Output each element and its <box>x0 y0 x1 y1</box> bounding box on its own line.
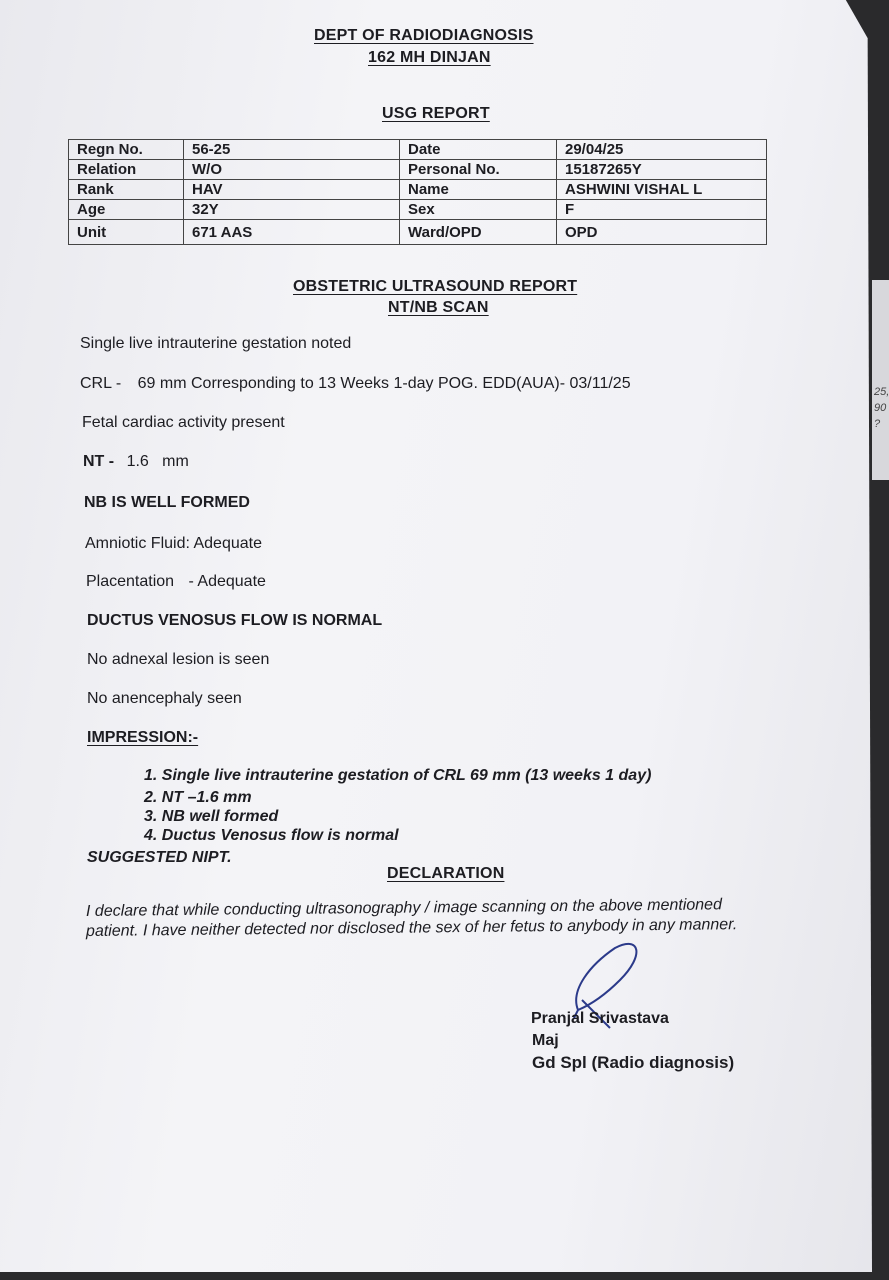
value-unit: 671 AAS <box>184 220 400 245</box>
label-rank: Rank <box>69 180 184 200</box>
placentation-value: - Adequate <box>188 573 266 590</box>
value-date: 29/04/25 <box>557 140 767 160</box>
table-row <box>69 220 767 245</box>
value-personal-no: 15187265Y <box>557 160 767 180</box>
label-regn: Regn No. <box>69 140 184 160</box>
impression-item: 4. Ductus Venosus flow is normal <box>144 827 399 844</box>
value-relation: W/O <box>184 160 400 180</box>
finding-nb: NB IS WELL FORMED <box>84 494 250 511</box>
finding-nt <box>83 453 189 471</box>
value-name: ASHWINI VISHAL L <box>557 180 767 200</box>
finding-amniotic: Amniotic Fluid: Adequate <box>85 535 262 552</box>
value-rank: HAV <box>184 180 400 200</box>
label-age: Age <box>69 200 184 220</box>
placentation-label: Placentation <box>86 573 175 590</box>
impression-heading: IMPRESSION:- <box>87 729 199 746</box>
label-name: Name <box>400 180 557 200</box>
declaration-line-1: I declare that while conducting ultrasonography / image scanning on the above mentioned <box>85 896 723 920</box>
label-date: Date <box>400 140 557 160</box>
report-subtitle: NT/NB SCAN <box>388 299 489 316</box>
table-row <box>69 180 767 200</box>
patient-info-table <box>68 139 767 245</box>
signatory-name: Pranjal Srivastava <box>531 1010 669 1027</box>
finding-anencephaly: No anencephaly seen <box>87 690 242 707</box>
finding-crl <box>80 375 631 393</box>
impression-suggestion: SUGGESTED NIPT. <box>87 849 232 866</box>
label-personal-no: Personal No. <box>400 160 557 180</box>
finding-cardiac: Fetal cardiac activity present <box>82 414 285 431</box>
impression-item: 3. NB well formed <box>144 808 279 825</box>
table-row <box>69 200 767 220</box>
table-row <box>69 140 767 160</box>
underlying-paper-edge <box>872 280 889 480</box>
finding-adnexal: No adnexal lesion is seen <box>87 651 270 668</box>
declaration-heading: DECLARATION <box>387 865 505 882</box>
signatory-designation: Gd Spl (Radio diagnosis) <box>532 1053 735 1072</box>
crl-label: CRL - <box>80 375 122 392</box>
value-sex: F <box>557 200 767 220</box>
declaration-line-2: patient. I have neither detected nor disclosed the sex of her fetus to anybody in any manner. <box>85 916 738 940</box>
table-row <box>69 160 767 180</box>
finding-ductus: DUCTUS VENOSUS FLOW IS NORMAL <box>87 612 383 629</box>
finding-gestation: Single live intrauterine gestation noted <box>80 335 352 352</box>
label-ward: Ward/OPD <box>400 220 557 245</box>
label-unit: Unit <box>69 220 184 245</box>
impression-item: 1. Single live intrauterine gestation of CRL 69 mm (13 weeks 1 day) <box>144 767 652 784</box>
impression-item: 2. NT –1.6 mm <box>144 789 252 806</box>
nt-value: 1.6 mm <box>126 453 189 470</box>
edge-marks: 25, 90 ? <box>874 386 889 430</box>
report-title: OBSTETRIC ULTRASOUND REPORT <box>293 278 578 295</box>
value-age: 32Y <box>184 200 400 220</box>
crl-text: 69 mm Corresponding to 13 Weeks 1-day POG. EDD(AUA)- 03/11/25 <box>137 375 631 392</box>
report-type: USG REPORT <box>382 105 490 122</box>
nt-label: NT - <box>83 453 115 470</box>
label-relation: Relation <box>69 160 184 180</box>
finding-placentation <box>86 573 266 591</box>
value-ward: OPD <box>557 220 767 245</box>
dept-title: DEPT OF RADIODIAGNOSIS <box>314 27 534 44</box>
label-sex: Sex <box>400 200 557 220</box>
hospital-name: 162 MH DINJAN <box>368 49 491 66</box>
value-regn: 56-25 <box>184 140 400 160</box>
signatory-rank: Maj <box>532 1032 559 1049</box>
